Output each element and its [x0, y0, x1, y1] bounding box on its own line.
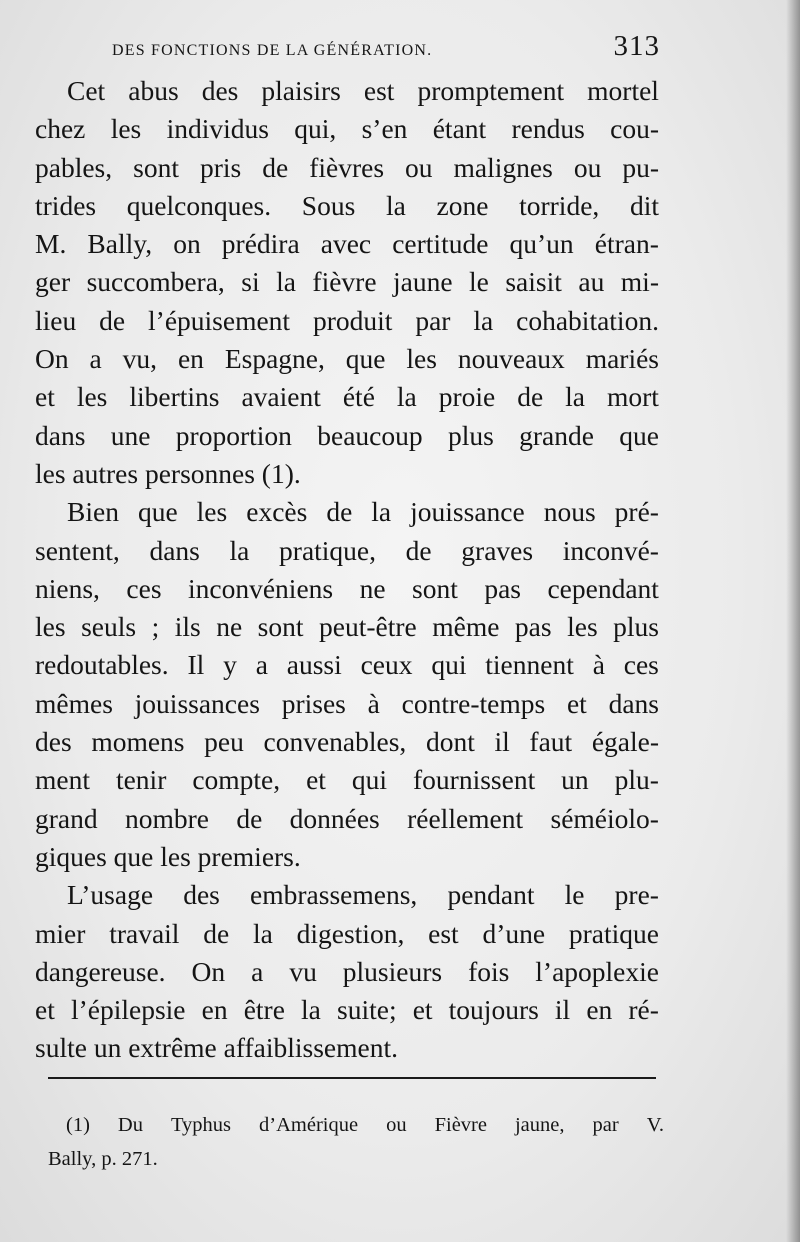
text-line: chez les individus qui, s’en étant rendus cou-: [35, 113, 659, 145]
text-line: ger succombera, si la fièvre jaune le saisit au mi-: [35, 266, 659, 298]
text-line: trides quelconques. Sous la zone torride, dit: [35, 189, 659, 221]
text-line: giques que les premiers.: [35, 840, 301, 872]
text-line: les seuls ; ils ne sont peut-être même pas les plus: [35, 611, 659, 643]
footnote-line: (1) Du Typhus d’Amérique ou Fièvre jaune, par V.: [66, 1114, 664, 1136]
text-line: les autres personnes (1).: [35, 457, 301, 489]
text-line: niens, ces inconvéniens ne sont pas cependant: [35, 572, 659, 604]
text-line: et l’épilepsie en être la suite; et toujours il en ré-: [35, 994, 659, 1026]
text-line: sulte un extrême affaiblissement.: [35, 1032, 398, 1064]
text-line: dangereuse. On a vu plusieurs fois l’apoplexie: [35, 955, 659, 987]
text-line: grand nombre de données réellement séméiolo-: [35, 802, 659, 834]
text-line: mier travail de la digestion, est d’une pratique: [35, 917, 659, 949]
text-line: M. Bally, on prédira avec certitude qu’un étran-: [35, 228, 659, 260]
page-edge-shadow: [786, 0, 800, 1242]
text-line: pables, sont pris de fièvres ou malignes ou pu-: [35, 151, 659, 183]
text-line: L’usage des embrassemens, pendant le pre-: [67, 879, 659, 911]
text-line: Cet abus des plaisirs est promptement mortel: [67, 75, 659, 106]
text-line: dans une proportion beaucoup plus grande que: [35, 419, 659, 451]
text-line: lieu de l’épuisement produit par la cohabitation.: [35, 304, 659, 336]
running-title: DES FONCTIONS DE LA GÉNÉRATION.: [112, 42, 433, 59]
text-line: mêmes jouissances prises à contre-temps et dans: [35, 687, 659, 719]
footnote: [48, 1108, 664, 1176]
text-line: sentent, dans la pratique, de graves inconvé-: [35, 534, 659, 566]
footnote-rule: [48, 1077, 656, 1079]
footnote-line: Bally, p. 271.: [48, 1148, 158, 1170]
text-line: ment tenir compte, et qui fournissent un plu-: [35, 764, 659, 796]
text-line: et les libertins avaient été la proie de la mort: [35, 381, 659, 413]
running-head: [112, 30, 660, 64]
text-line: Bien que les excès de la jouissance nous pré-: [67, 496, 659, 528]
text-line: On a vu, en Espagne, que les nouveaux mariés: [35, 343, 659, 375]
page-number: 313: [613, 30, 660, 62]
text-line: redoutables. Il y a aussi ceux qui tiennent à ces: [35, 649, 659, 681]
text-line: des momens peu convenables, dont il faut égale-: [35, 726, 659, 758]
body-text: [35, 72, 659, 1068]
